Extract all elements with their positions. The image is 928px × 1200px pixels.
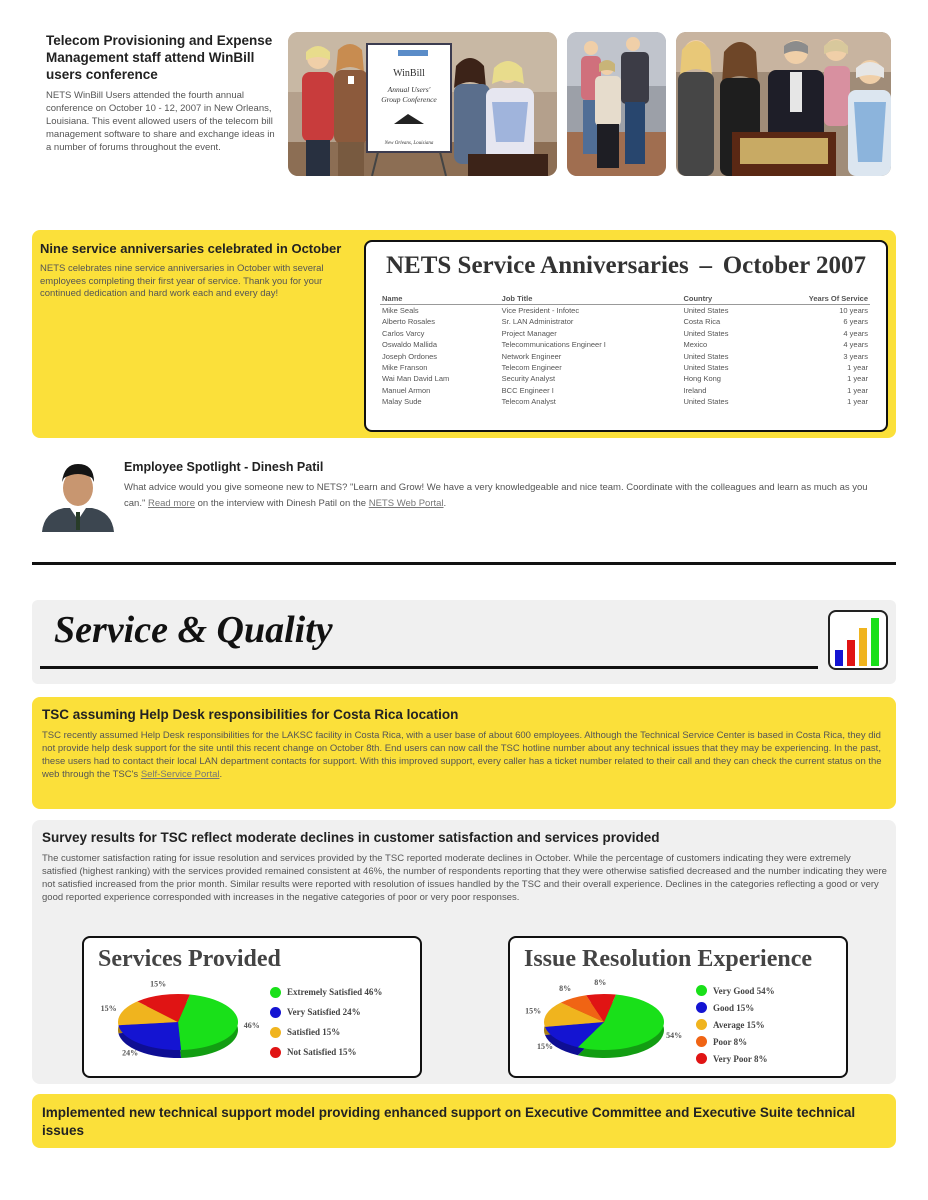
conference-photo-1 bbox=[288, 32, 557, 176]
table-cell: Mike Franson bbox=[382, 363, 428, 373]
column-header: Years Of Service bbox=[764, 294, 870, 305]
section-title-rule bbox=[40, 666, 818, 669]
table-cell: 3 years bbox=[843, 351, 868, 361]
table-cell: United States bbox=[683, 306, 729, 315]
legend-swatch bbox=[696, 1019, 707, 1030]
pie-value-label: 8% bbox=[559, 983, 572, 993]
legend-label: Poor 8% bbox=[713, 1036, 748, 1047]
sign-location: New Orleans, Louisiana bbox=[384, 141, 434, 146]
legend-swatch bbox=[696, 985, 707, 996]
article-title: Telecom Provisioning and Expense Management staff attend WinBill users conference bbox=[46, 33, 273, 82]
table-cell: Security Analyst bbox=[501, 374, 556, 384]
table-cell: Telecom Engineer bbox=[501, 363, 562, 373]
pie-value-label: 15% bbox=[100, 1004, 117, 1014]
read-more-link[interactable]: Read more bbox=[147, 498, 195, 509]
sign-line2: Group Conference bbox=[381, 95, 437, 104]
table-header-row bbox=[380, 294, 870, 305]
pie-value-label: 15% bbox=[150, 979, 167, 989]
legend-swatch bbox=[696, 1002, 707, 1013]
avatar bbox=[40, 458, 116, 532]
table-cell: Carlos Varcy bbox=[382, 328, 425, 338]
web-portal-link[interactable]: NETS Web Portal bbox=[368, 498, 444, 509]
legend-item bbox=[696, 1050, 775, 1067]
table-cell: Project Manager bbox=[501, 328, 557, 338]
table-cell: Sr. LAN Administrator bbox=[501, 317, 574, 327]
pie-value-label: 54% bbox=[666, 1030, 683, 1040]
table-cell: Vice President - Infotec bbox=[501, 306, 580, 315]
exec-support-article bbox=[32, 1094, 896, 1148]
anniversaries-body: NETS celebrates nine service anniversaries in October with several employees completing their first year of service. Thank you for your continued dedication and hard work each and every day! bbox=[40, 263, 324, 299]
bar-chart-icon bbox=[828, 610, 888, 670]
helpdesk-text: TSC recently assumed Help Desk responsibilities for the LAKSC facility in Costa Rica, with a user base of about 600 employees. Although the Technical Service Center is based in Costa Rica, they did not provide help desk support for the site until this recent change on October 8th. End users can now call the TSC hotline number about any technical issues that they may be experiencing. In the past, these users had to contact their local LAN department contacts for support. With this improved support, every caller has a ticket number related to their call and they can check the current status on the web through the TSC's bbox=[42, 730, 882, 780]
survey-body: The customer satisfaction rating for issue resolution and services provided by the TSC reported moderate declines in October. While the percentage of customers indicating they were extremely satisfied (highest ranking) with the services provided remained consistent at 46%, the number of respondents reporting that they were otherwise satisfied decreased and the number indicating they were not satisfied increased from the prior month. Similar results were reported with resolution of issues handled by the TSC and their overall experience. Declines in the categories reflecting a good or very good reported experience corresponded with increases in the negative categories of poor or very poor responses. bbox=[42, 853, 887, 903]
table-cell: 4 years bbox=[843, 340, 868, 350]
legend-item bbox=[696, 1033, 775, 1050]
card-title-right: October 2007 bbox=[722, 252, 866, 279]
table-cell: Joseph Ordones bbox=[382, 351, 438, 361]
table-row bbox=[380, 362, 870, 373]
employee-spotlight bbox=[124, 460, 880, 512]
section-title: Service & Quality bbox=[54, 609, 333, 651]
anniversaries-article bbox=[40, 240, 356, 301]
table-row bbox=[380, 339, 870, 350]
legend-item bbox=[696, 982, 775, 999]
services-provided-chart bbox=[82, 936, 422, 1078]
table-cell: 1 year bbox=[847, 397, 868, 407]
table-cell: Alberto Rosales bbox=[382, 317, 435, 327]
chart-legend bbox=[270, 982, 382, 1062]
table-cell: Hong Kong bbox=[683, 374, 721, 384]
table-cell: Manuel Armon bbox=[382, 385, 431, 395]
table-row bbox=[380, 385, 870, 396]
table-cell: Costa Rica bbox=[683, 317, 721, 327]
pie-value-label: 15% bbox=[525, 1006, 542, 1016]
helpdesk-title: TSC assuming Help Desk responsibilities for Costa Rica location bbox=[42, 707, 459, 722]
legend-label: Very Good 54% bbox=[713, 985, 775, 996]
table-cell: Malay Sude bbox=[382, 397, 422, 407]
spotlight-title: Employee Spotlight - Dinesh Patil bbox=[124, 460, 324, 474]
table-row bbox=[380, 396, 870, 407]
legend-label: Satisfied 15% bbox=[287, 1027, 341, 1037]
spotlight-body bbox=[124, 480, 880, 512]
table-row bbox=[380, 328, 870, 339]
table-row bbox=[380, 351, 870, 362]
pie-value-label: 46% bbox=[243, 1020, 260, 1030]
legend-item bbox=[270, 1002, 382, 1022]
table-cell: United States bbox=[683, 328, 729, 338]
legend-label: Good 15% bbox=[713, 1002, 755, 1013]
legend-swatch bbox=[270, 1027, 281, 1038]
column-header: Name bbox=[380, 294, 500, 305]
table-cell: 1 year bbox=[847, 363, 868, 373]
table-cell: Mike Seals bbox=[382, 306, 419, 315]
survey-title: Survey results for TSC reflect moderate declines in customer satisfaction and services provided bbox=[42, 830, 660, 845]
article-body: NETS WinBill Users attended the fourth annual conference on October 10 - 12, 2007 in New Orleans, Louisiana. This event allowed users of the telecom bill management software to share and exchange ideas in a number of forums throughout the event. bbox=[46, 90, 275, 153]
pie-slice bbox=[118, 1022, 181, 1050]
table-cell: Telecom Analyst bbox=[501, 397, 556, 407]
table-cell: BCC Engineer I bbox=[501, 385, 554, 395]
column-header: Country bbox=[681, 294, 763, 305]
helpdesk-body bbox=[42, 729, 888, 781]
table-cell: 1 year bbox=[847, 385, 868, 395]
conference-photo-2 bbox=[567, 32, 666, 176]
legend-item bbox=[270, 1042, 382, 1062]
legend-item bbox=[696, 1016, 775, 1033]
legend-swatch bbox=[696, 1053, 707, 1064]
anniversaries-table bbox=[380, 294, 870, 408]
helpdesk-end: . bbox=[219, 769, 223, 780]
helpdesk-article bbox=[32, 697, 896, 809]
legend-item bbox=[270, 982, 382, 1002]
legend-swatch bbox=[270, 987, 281, 998]
spotlight-middle: on the interview with Dinesh Patil on the bbox=[197, 498, 367, 509]
survey-text bbox=[42, 830, 888, 904]
legend-swatch bbox=[270, 1047, 281, 1058]
anniversaries-card bbox=[364, 240, 888, 432]
pie-value-label: 15% bbox=[537, 1042, 554, 1052]
pie-value-label: 24% bbox=[122, 1048, 139, 1058]
conference-photo-3 bbox=[676, 32, 891, 176]
chart-legend bbox=[696, 982, 775, 1067]
table-cell: Oswaldo Mallida bbox=[382, 340, 438, 350]
column-header: Job Title bbox=[500, 294, 682, 305]
chart-title: Services Provided bbox=[98, 946, 281, 972]
table-cell: Wai Man David Lam bbox=[382, 374, 450, 384]
legend-label: Very Poor 8% bbox=[713, 1053, 768, 1064]
table-cell: United States bbox=[683, 397, 729, 407]
table-cell: 1 year bbox=[847, 374, 868, 384]
chart-title: Issue Resolution Experience bbox=[524, 946, 812, 972]
pie-area bbox=[510, 938, 846, 1076]
legend-label: Extremely Satisfied 46% bbox=[287, 987, 383, 997]
table-cell: United States bbox=[683, 351, 729, 361]
table-cell: 4 years bbox=[843, 328, 868, 338]
legend-label: Average 15% bbox=[713, 1019, 765, 1030]
self-service-portal-link[interactable]: Self-Service Portal bbox=[140, 769, 220, 780]
table-row bbox=[380, 316, 870, 327]
card-title-separator: – bbox=[699, 252, 712, 279]
table-cell: Telecommunications Engineer I bbox=[501, 340, 606, 350]
table-cell: 6 years bbox=[843, 317, 868, 327]
card-title-left: NETS Service Anniversaries bbox=[386, 252, 689, 279]
table-cell: 10 years bbox=[839, 306, 868, 315]
exec-support-title: Implemented new technical support model providing enhanced support on Executive Committee and Executive Suite technical issues bbox=[42, 1105, 856, 1138]
table-cell: United States bbox=[683, 363, 729, 373]
spotlight-quote: What advice would you give someone new to NETS? "Learn and Grow! We have a very knowledgeable and nice team. Coordinate with the colleagues and learn as much as you can." bbox=[124, 482, 868, 509]
section-divider bbox=[32, 562, 896, 565]
sign-line1: Annual Users' bbox=[387, 85, 431, 94]
legend-item bbox=[696, 999, 775, 1016]
issue-resolution-chart bbox=[508, 936, 848, 1078]
anniversaries-card-title bbox=[386, 252, 866, 280]
table-row bbox=[380, 305, 870, 317]
legend-label: Not Satisfied 15% bbox=[287, 1047, 357, 1057]
legend-swatch bbox=[696, 1036, 707, 1047]
pie-value-label: 8% bbox=[594, 978, 607, 988]
legend-item bbox=[270, 1022, 382, 1042]
anniversaries-title: Nine service anniversaries celebrated in October bbox=[40, 241, 342, 256]
legend-swatch bbox=[270, 1007, 281, 1018]
legend-label: Very Satisfied 24% bbox=[287, 1007, 361, 1017]
top-article bbox=[46, 32, 278, 154]
table-cell: Network Engineer bbox=[501, 351, 562, 361]
sign-brand: WinBill bbox=[393, 68, 425, 79]
spotlight-end: . bbox=[443, 498, 447, 509]
table-cell: Mexico bbox=[683, 340, 708, 350]
table-cell: Ireland bbox=[683, 385, 707, 395]
table-row bbox=[380, 373, 870, 384]
